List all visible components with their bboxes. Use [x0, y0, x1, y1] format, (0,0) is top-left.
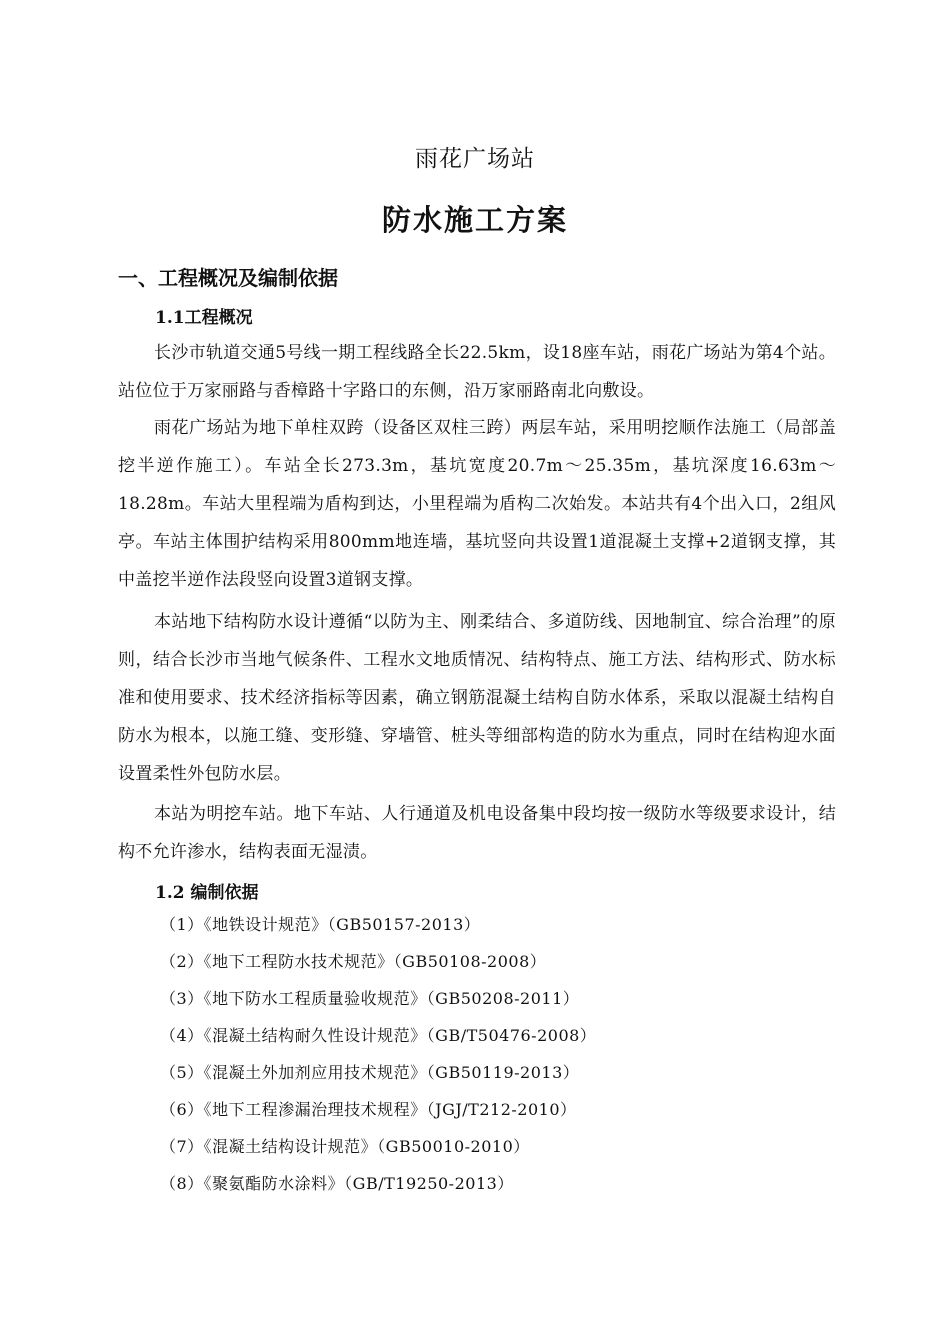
reference-item: （6）《地下工程渗漏治理技术规程》（JGJ/T212-2010） — [160, 1100, 577, 1119]
reference-item: （3）《地下防水工程质量验收规范》（GB50208-2011） — [160, 989, 580, 1008]
document-subtitle: 雨花广场站 — [415, 146, 535, 172]
reference-item: （1）《地铁设计规范》（GB50157-2013） — [160, 915, 481, 934]
reference-item: （5）《混凝土外加剂应用技术规范》（GB50119-2013） — [160, 1063, 580, 1082]
paragraph: 本站为明挖车站。地下车站、人行通道及机电设备集中段均按一级防水等级要求设计，结构不允许渗水，结构表面无湿渍。 — [118, 804, 836, 862]
reference-list — [160, 906, 596, 1202]
paragraph: 长沙市轨道交通5号线一期工程线路全长22.5km，设18座车站，雨花广场站为第4个站。站位位于万家丽路与香樟路十字路口的东侧，沿万家丽路南北向敷设。 — [118, 343, 836, 401]
reference-item: （7）《混凝土结构设计规范》（GB50010-2010） — [160, 1137, 530, 1156]
paragraph: 本站地下结构防水设计遵循“以防为主、刚柔结合、多道防线、因地制宜、综合治理”的原则，结合长沙市当地气候条件、工程水文地质情况、结构特点、施工方法、结构形式、防水标准和使用要求、技术经济指标等因素，确立钢筋混凝土结构自防水体系，采取以混凝土结构自防水为根本，以施工缝、变形缝、穿墙管、桩头等细部构造的防水为重点，同时在结构迎水面设置柔性外包防水层。 — [118, 612, 836, 784]
reference-item: （2）《地下工程防水技术规范》（GB50108-2008） — [160, 952, 547, 971]
subsection-heading-basis: 1.2 编制依据 — [155, 883, 259, 903]
reference-item: （8）《聚氨酯防水涂料》（GB/T19250-2013） — [160, 1174, 514, 1193]
subsection-heading-overview: 1.1工程概况 — [155, 308, 253, 328]
reference-item: （4）《混凝土结构耐久性设计规范》（GB/T50476-2008） — [160, 1026, 597, 1045]
document-title: 防水施工方案 — [381, 203, 568, 237]
paragraph: 雨花广场站为地下单柱双跨（设备区双柱三跨）两层车站，采用明挖顺作法施工（局部盖挖半逆作施工）。车站全长273.3m，基坑宽度20.7m～25.35m，基坑深度16.63m～18.28m。车站大里程端为盾构到达，小里程端为盾构二次始发。本站共有4个出入口，2组风亭。车站主体围护结构采用800mm地连墙，基坑竖向共设置1道混凝土支撑+2道钢支撑，其中盖挖半逆作法段竖向设置3道钢支撑。 — [118, 418, 836, 590]
section-heading: 一、工程概况及编制依据 — [118, 266, 338, 290]
